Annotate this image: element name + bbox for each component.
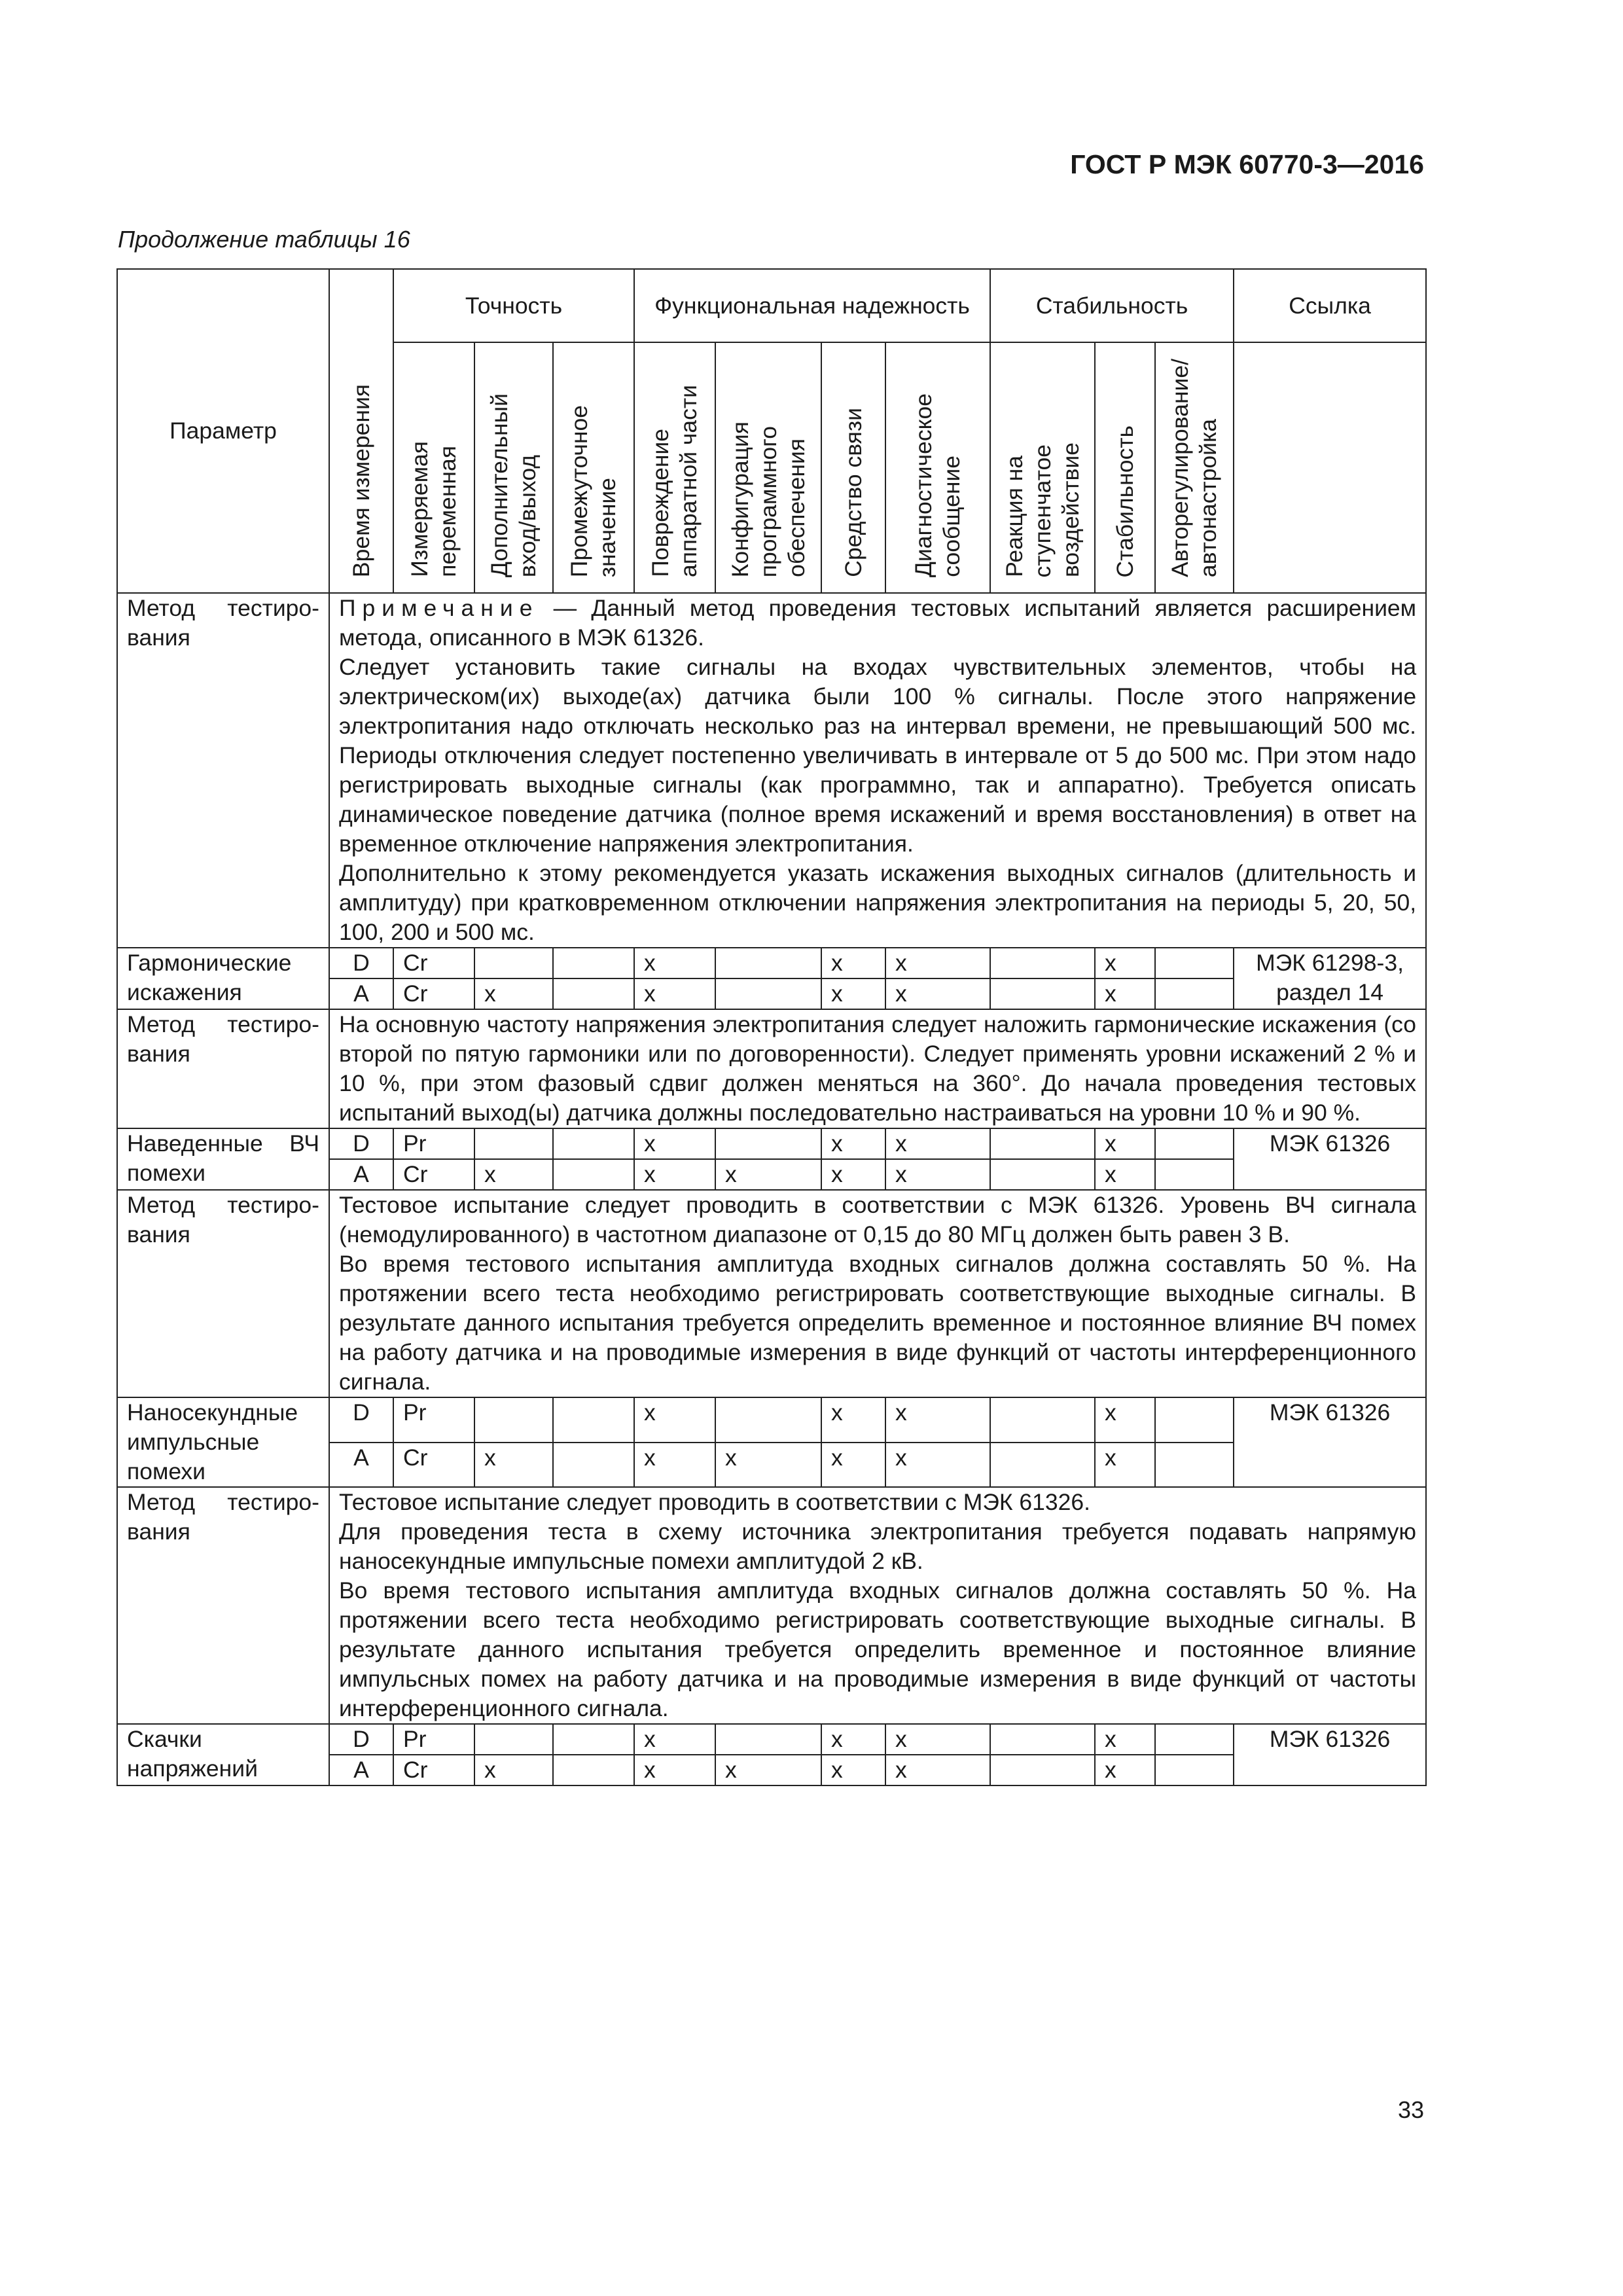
group-header-stability: Стабильность: [990, 269, 1234, 342]
cell-communication: x: [821, 978, 885, 1009]
cell-measured-variable: Cr: [393, 1755, 474, 1785]
cell-intermediate-value: [553, 1724, 634, 1755]
document-header: ГОСТ Р МЭК 60770-3—2016: [1070, 149, 1424, 179]
group-header-reference: Ссылка: [1234, 269, 1426, 342]
cell-intermediate-value: [553, 978, 634, 1009]
cell-hardware-damage: x: [634, 1755, 715, 1785]
method-note: Примечание — Данный метод проведения тестовых испытаний является расширением метода, описанного в МЭК 61326.: [339, 595, 1417, 651]
cell-auto-tuning: [1155, 1397, 1234, 1443]
cell-software-config: x: [715, 1443, 821, 1488]
cell-software-config: x: [715, 1159, 821, 1190]
table-row: [117, 948, 1426, 978]
cell-measured-variable: Cr: [393, 1443, 474, 1488]
cell-hardware-damage: x: [634, 978, 715, 1009]
col-header-stability: Стабильность: [1095, 342, 1155, 593]
cell-communication: x: [821, 1443, 885, 1488]
cell-time: D: [329, 948, 393, 978]
col-header-step-response: Реакция наступенчатоевоздействие: [990, 342, 1095, 593]
cell-stability: x: [1095, 948, 1155, 978]
cell-software-config: [715, 1397, 821, 1443]
cell-software-config: x: [715, 1755, 821, 1785]
header-row-groups: [117, 269, 1426, 342]
row-label: Гармонические искажения: [117, 948, 329, 1009]
cell-step-response: [990, 1443, 1095, 1488]
table-row: [117, 1128, 1426, 1159]
cell-auto-tuning: [1155, 1724, 1234, 1755]
cell-additional-io: [474, 1397, 553, 1443]
cell-stability: x: [1095, 1397, 1155, 1443]
table-row: [117, 1724, 1426, 1755]
col-header-measured-variable: Измеряемаяпеременная: [393, 342, 474, 593]
cell-additional-io: x: [474, 978, 553, 1009]
table-row: [117, 1397, 1426, 1443]
method-description: [329, 1487, 1426, 1724]
cell-hardware-damage: x: [634, 1128, 715, 1159]
cell-measured-variable: Pr: [393, 1128, 474, 1159]
cell-additional-io: x: [474, 1159, 553, 1190]
table-row: [117, 1487, 1426, 1724]
page-number: 33: [1397, 2096, 1424, 2123]
row-label: Метод тестиро-вания: [117, 1009, 329, 1128]
cell-step-response: [990, 1397, 1095, 1443]
cell-hardware-damage: x: [634, 1724, 715, 1755]
row-label: Метод тестиро-вания: [117, 593, 329, 948]
cell-communication: x: [821, 1128, 885, 1159]
cell-reference: МЭК 61298-3, раздел 14: [1234, 948, 1426, 1009]
col-header-time: Время измерения: [329, 269, 393, 593]
cell-communication: x: [821, 1724, 885, 1755]
cell-time: D: [329, 1397, 393, 1443]
cell-diagnostic-message: x: [885, 1159, 990, 1190]
table-row: [117, 593, 1426, 948]
cell-communication: x: [821, 948, 885, 978]
col-header-hardware-damage: Повреждениеаппаратной части: [634, 342, 715, 593]
cell-communication: x: [821, 1755, 885, 1785]
cell-additional-io: x: [474, 1755, 553, 1785]
cell-diagnostic-message: x: [885, 1724, 990, 1755]
table-row: [117, 1009, 1426, 1128]
method-paragraph: Во время тестового испытания амплитуда входных сигналов должна составлять 50 %. На протяжении всего теста необходимо регистрировать соответствующие выходные сигналы. В результате данного испытания требуется определить временное и постоянное влияние импульсных помех на работу датчика и на проводимые измерения в виде функций от частоты интерференционного сигнала.: [339, 1577, 1417, 1722]
method-description: На основную частоту напряжения электропитания следует наложить гармонические искажения (со второй по пятую гармоники или по договоренности). Следует применять уровни искажений 2 % и 10 %, при этом фазовый сдвиг должен меняться на 360°. До начала проведения тестовых испытаний выход(ы) датчика должны последовательно настраиваться на уровни 10 % и 90 %.: [329, 1009, 1426, 1128]
cell-reference: МЭК 61326: [1234, 1397, 1426, 1487]
cell-stability: x: [1095, 1755, 1155, 1785]
col-header-communication: Средство связи: [821, 342, 885, 593]
cell-software-config: [715, 948, 821, 978]
method-paragraph: Тестовое испытание следует проводить в соответствии с МЭК 61326. Уровень ВЧ сигнала (немодулированного) в частотном диапазоне от 0,15 до 80 МГц должен быть равен 3 В.: [339, 1192, 1417, 1248]
method-paragraph: Во время тестового испытания амплитуда входных сигналов должна составлять 50 %. На протяжении всего теста необходимо регистрировать соответствующие выходные сигналы. В результате данного испытания требуется определить временное и постоянное влияние ВЧ помех на работу датчика и на проводимые измерения в виде функций от частоты интерференционного сигнала.: [339, 1251, 1417, 1395]
method-description: [329, 593, 1426, 948]
cell-step-response: [990, 1755, 1095, 1785]
cell-stability: x: [1095, 1159, 1155, 1190]
cell-diagnostic-message: x: [885, 1397, 990, 1443]
table-caption: Продолжение таблицы 16: [118, 226, 410, 253]
cell-diagnostic-message: x: [885, 1755, 990, 1785]
cell-hardware-damage: x: [634, 1159, 715, 1190]
method-description: [329, 1190, 1426, 1397]
cell-intermediate-value: [553, 1443, 634, 1488]
method-paragraph: Следует установить такие сигналы на входах чувствительных элементов, чтобы на электрическом(их) выходе(ах) датчика были 100 % сигналы. После этого напряжение электропитания надо отключать несколько раз на интервал времени, не превышающий 500 мс. Периоды отключения следует постепенно увеличивать в интервале от 5 до 500 мс. При этом надо регистрировать выходные сигналы (как программно, так и аппаратно). Требуется описать динамическое поведение датчика (полное время искажений и время восстановления) в ответ на временное отключение напряжения электропитания.: [339, 654, 1417, 857]
cell-intermediate-value: [553, 1397, 634, 1443]
table-row: [117, 1190, 1426, 1397]
cell-additional-io: [474, 1128, 553, 1159]
table-16: [116, 268, 1427, 1786]
cell-intermediate-value: [553, 1755, 634, 1785]
cell-stability: x: [1095, 1128, 1155, 1159]
cell-additional-io: x: [474, 1443, 553, 1488]
cell-auto-tuning: [1155, 1159, 1234, 1190]
group-header-accuracy: Точность: [393, 269, 634, 342]
cell-additional-io: [474, 1724, 553, 1755]
cell-measured-variable: Cr: [393, 948, 474, 978]
cell-intermediate-value: [553, 1128, 634, 1159]
cell-step-response: [990, 978, 1095, 1009]
cell-time: D: [329, 1724, 393, 1755]
cell-time: A: [329, 1443, 393, 1488]
col-header-intermediate-value: Промежуточноезначение: [553, 342, 634, 593]
cell-intermediate-value: [553, 948, 634, 978]
row-label: Наносекундные импульсные помехи: [117, 1397, 329, 1487]
cell-stability: x: [1095, 1724, 1155, 1755]
method-paragraph: Дополнительно к этому рекомендуется указать искажения выходных сигналов (длительность и амплитуду) при кратковременном отключении напряжения электропитания на периоды 5, 20, 50, 100, 200 и 500 мс.: [339, 860, 1417, 946]
cell-communication: x: [821, 1397, 885, 1443]
cell-auto-tuning: [1155, 1755, 1234, 1785]
cell-auto-tuning: [1155, 948, 1234, 978]
cell-time: A: [329, 978, 393, 1009]
cell-diagnostic-message: x: [885, 948, 990, 978]
cell-hardware-damage: x: [634, 1397, 715, 1443]
cell-step-response: [990, 1159, 1095, 1190]
cell-time: A: [329, 1159, 393, 1190]
method-paragraph: Тестовое испытание следует проводить в соответствии с МЭК 61326.: [339, 1489, 1090, 1516]
cell-step-response: [990, 1128, 1095, 1159]
cell-auto-tuning: [1155, 1443, 1234, 1488]
cell-step-response: [990, 948, 1095, 978]
cell-reference: МЭК 61326: [1234, 1128, 1426, 1190]
cell-time: D: [329, 1128, 393, 1159]
cell-auto-tuning: [1155, 1128, 1234, 1159]
group-header-reliability: Функциональная надежность: [634, 269, 990, 342]
cell-hardware-damage: x: [634, 1443, 715, 1488]
col-header-reference-empty: [1234, 342, 1426, 593]
cell-communication: x: [821, 1159, 885, 1190]
row-label: Метод тестиро-вания: [117, 1190, 329, 1397]
col-header-software-config: Конфигурацияпрограммногообеспечения: [715, 342, 821, 593]
method-paragraph: Для проведения теста в схему источника электропитания требуется подавать напрямую наносекундные импульсные помехи амплитудой 2 кВ.: [339, 1518, 1417, 1575]
cell-measured-variable: Cr: [393, 1159, 474, 1190]
cell-step-response: [990, 1724, 1095, 1755]
cell-auto-tuning: [1155, 978, 1234, 1009]
cell-stability: x: [1095, 978, 1155, 1009]
cell-diagnostic-message: x: [885, 1443, 990, 1488]
cell-diagnostic-message: x: [885, 978, 990, 1009]
col-header-diagnostic-message: Диагностическоесообщение: [885, 342, 990, 593]
cell-software-config: [715, 978, 821, 1009]
cell-software-config: [715, 1724, 821, 1755]
row-label: Метод тестиро-вания: [117, 1487, 329, 1724]
cell-diagnostic-message: x: [885, 1128, 990, 1159]
cell-intermediate-value: [553, 1159, 634, 1190]
cell-reference: МЭК 61326: [1234, 1724, 1426, 1785]
col-header-parameter: Параметр: [117, 269, 329, 593]
cell-measured-variable: Pr: [393, 1397, 474, 1443]
cell-stability: x: [1095, 1443, 1155, 1488]
cell-measured-variable: Cr: [393, 978, 474, 1009]
cell-time: A: [329, 1755, 393, 1785]
row-label: Наведенные ВЧ помехи: [117, 1128, 329, 1190]
col-header-auto-tuning: Авторегулирование/автонастройка: [1155, 342, 1234, 593]
cell-hardware-damage: x: [634, 948, 715, 978]
cell-additional-io: [474, 948, 553, 978]
cell-measured-variable: Pr: [393, 1724, 474, 1755]
col-header-additional-io: Дополнительныйвход/выход: [474, 342, 553, 593]
cell-software-config: [715, 1128, 821, 1159]
row-label: Скачки напряжений: [117, 1724, 329, 1785]
